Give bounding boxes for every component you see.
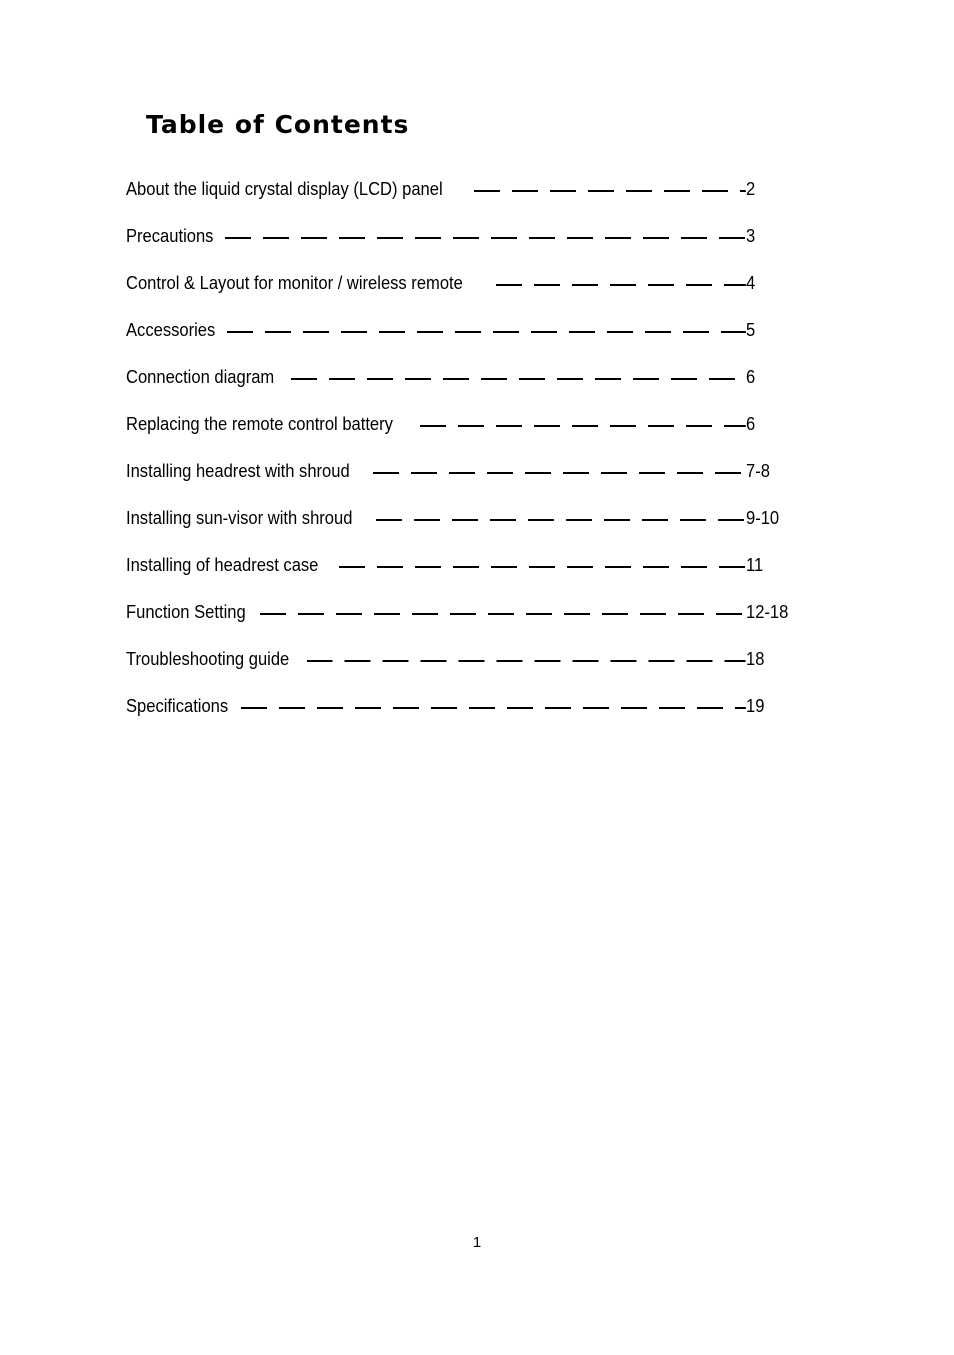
toc-entry-page: 9-10 — [746, 508, 780, 528]
toc-entry-title: Function Setting — [126, 602, 246, 622]
toc-entry-page: 3 — [746, 226, 756, 246]
toc-entry[interactable] — [126, 636, 806, 683]
toc-entry[interactable] — [126, 166, 806, 213]
toc-entry-page: 18 — [746, 649, 765, 669]
dash-leader — [373, 472, 746, 474]
toc-entry-title: Troubleshooting guide — [126, 649, 290, 669]
dash-leader — [260, 613, 746, 615]
toc-entry-title: Accessories — [126, 320, 216, 340]
toc-entry-page: 6 — [746, 414, 756, 434]
toc-entry-page: 4 — [746, 273, 756, 293]
toc-entry[interactable] — [126, 260, 806, 307]
dash-leader — [227, 331, 746, 333]
dash-leader — [474, 190, 746, 192]
toc-entry-page: 19 — [746, 696, 765, 716]
toc-entry[interactable] — [126, 354, 806, 401]
toc-entry-title: Control & Layout for monitor / wireless remote — [126, 273, 463, 293]
toc-entry-page: 2 — [746, 179, 756, 199]
dash-leader — [291, 378, 746, 380]
table-of-contents — [126, 166, 806, 730]
toc-entry[interactable] — [126, 448, 806, 495]
toc-entry[interactable] — [126, 213, 806, 260]
toc-entry-page: 5 — [746, 320, 756, 340]
dash-leader — [307, 660, 746, 662]
dash-leader — [339, 566, 746, 568]
toc-entry-title: Replacing the remote control battery — [126, 414, 393, 434]
dash-leader — [420, 425, 746, 427]
toc-entry-title: About the liquid crystal display (LCD) panel — [126, 179, 443, 199]
dash-leader — [376, 519, 746, 521]
toc-entry-title: Specifications — [126, 696, 229, 716]
toc-entry[interactable] — [126, 589, 806, 636]
dash-leader — [241, 707, 746, 709]
toc-entry[interactable] — [126, 401, 806, 448]
page-title: Table of Contents — [146, 110, 410, 139]
toc-entry-page: 11 — [746, 555, 764, 575]
toc-entry[interactable] — [126, 495, 806, 542]
toc-entry-title: Precautions — [126, 226, 214, 246]
toc-entry-page: 12-18 — [746, 602, 789, 622]
toc-entry-title: Installing sun-visor with shroud — [126, 508, 353, 528]
page-number: 1 — [472, 1234, 482, 1251]
toc-entry[interactable] — [126, 542, 806, 589]
toc-entry-title: Connection diagram — [126, 367, 275, 387]
dash-leader — [225, 237, 746, 239]
toc-entry-page: 6 — [746, 367, 756, 387]
toc-entry[interactable] — [126, 683, 806, 730]
toc-entry-title: Installing of headrest case — [126, 555, 319, 575]
toc-entry[interactable] — [126, 307, 806, 354]
toc-entry-page: 7-8 — [746, 461, 770, 481]
dash-leader — [496, 284, 746, 286]
toc-entry-title: Installing headrest with shroud — [126, 461, 350, 481]
